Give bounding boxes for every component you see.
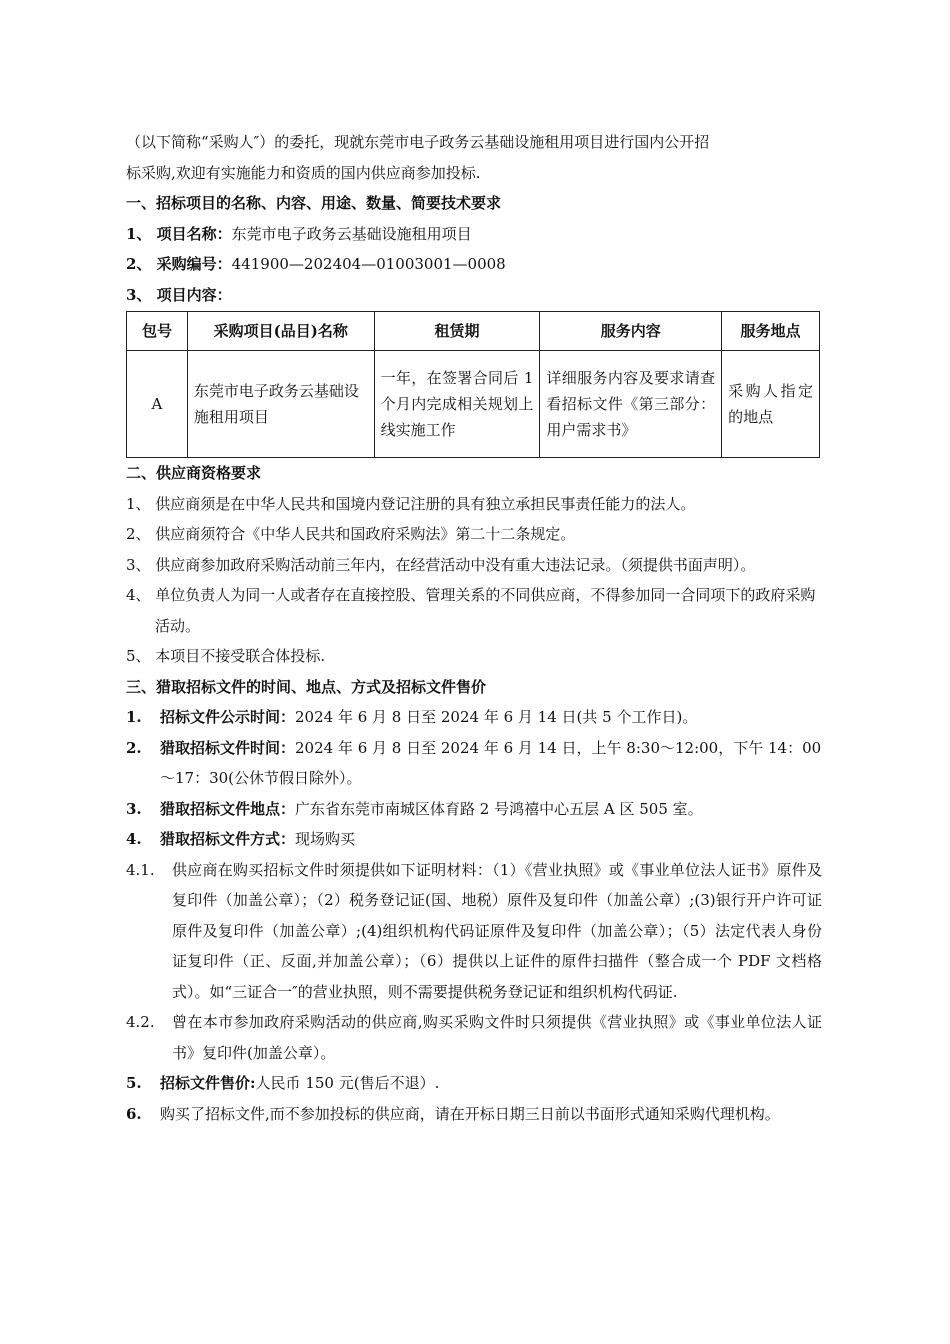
price-item — [126, 1068, 822, 1099]
item-number: 4. — [126, 830, 142, 848]
publicity-time-item — [126, 702, 822, 733]
sub-item-4-2 — [126, 1007, 822, 1068]
item-value: 2024 年 6 月 8 日至 2024 年 6 月 14 日，上午 8:30～12:00，下午 14：00～17：30(公休节假日除外）。 — [160, 738, 822, 787]
section-3-heading: 三、猎取招标文件的时间、地点、方式及招标文件售价 — [126, 677, 487, 696]
item-value: 人民币 150 元(售后不退）. — [255, 1074, 440, 1092]
obtain-time-item — [126, 733, 822, 794]
item-number: 2. — [126, 738, 142, 757]
item-value: 广东省东莞市南城区体育路 2 号鸿禧中心五层 A 区 505 室。 — [295, 799, 703, 818]
table-header: 采购项目(品目)名称 — [187, 312, 374, 351]
project-name-value: 东莞市电子政务云基础设施租用项目 — [231, 224, 472, 243]
item-label: 招标文件公示时间： — [160, 708, 296, 726]
qualification-item: 5、 本项目不接受联合体投标. — [126, 647, 326, 665]
table-cell: A — [127, 351, 188, 458]
table-header: 包号 — [127, 312, 188, 351]
notice-item — [126, 1099, 822, 1130]
document-page — [126, 127, 822, 1129]
project-name-line — [126, 219, 822, 250]
item-label: 猎取招标文件时间： — [160, 738, 296, 757]
section-2-heading: 二、供应商资格要求 — [126, 464, 262, 482]
qualification-item: 2、 供应商须符合《中华人民共和国政府采购法》第二十二条规定。 — [126, 525, 576, 543]
item-text: 供应商在购买招标文件时须提供如下证明材料：（1）《营业执照》或《事业单位法人证书》原件及复印件（加盖公章）；（2）税务登记证(国、地税）原件及复印件（加盖公章）;(3)银行开户许可证原件及复印件（加盖公章）;(4)组织机构代码证原件及复印件（加盖公章）；（5）法定代表人身份证复印件（正、反面,并加盖公章）；（6）提供以上证件的原件扫描件（整合成一个 PDF 文档格式）。如“三证合一″的营业执照，则不需要提供税务登记证和组织机构代码证. — [172, 860, 822, 1001]
table-cell: 采购人指定的地点 — [722, 351, 820, 458]
sub-item-4-1 — [126, 855, 822, 1008]
obtain-method-item — [126, 824, 822, 855]
table-row — [127, 351, 820, 458]
section-1-heading: 一、招标项目的名称、内容、用途、数量、简要技术要求 — [126, 194, 502, 212]
procurement-number-label: 2、 采购编号： — [126, 255, 232, 273]
table-cell: 东莞市电子政务云基础设施租用项目 — [187, 351, 374, 458]
item-value: 购买了招标文件,而不参加投标的供应商，请在开标日期三日前以书面形式通知采购代理机构。 — [160, 1104, 780, 1123]
qualification-item: 3、 供应商参加政府采购活动前三年内，在经营活动中没有重大违法记录。（须提供书面声明）。 — [126, 555, 756, 574]
intro-line-1: （以下简称“采购人″）的委托，现就东莞市电子政务云基础设施租用项目进行国内公开招 — [126, 133, 710, 151]
intro-line-2: 标采购,欢迎有实施能力和资质的国内供应商参加投标. — [126, 163, 481, 182]
project-content-table — [126, 311, 820, 458]
item-label: 猎取招标文件地点： — [160, 799, 296, 818]
item-text: 曾在本市参加政府采购活动的供应商,购买采购文件时只须提供《营业执照》或《事业单位法人证书》复印件(加盖公章）。 — [172, 1013, 822, 1062]
procurement-number-line — [126, 249, 822, 280]
table-header: 服务内容 — [540, 312, 722, 351]
item-number: 1. — [126, 708, 142, 726]
table-cell: 详细服务内容及要求请查看招标文件《第三部分：用户需求书》 — [540, 351, 722, 458]
item-label: 招标文件售价: — [160, 1074, 256, 1092]
qualification-item: 4、 单位负责人为同一人或者存在直接控股、管理关系的不同供应商，不得参加同一合同项下的政府采购活动。 — [126, 586, 816, 635]
table-header-row — [127, 312, 820, 351]
item-number: 4.1. — [126, 860, 155, 879]
table-cell: 一年，在签署合同后 1 个月内完成相关规划上线实施工作 — [374, 351, 540, 458]
item-number: 3. — [126, 799, 142, 818]
table-header: 服务地点 — [722, 312, 820, 351]
item-number: 6. — [126, 1104, 142, 1123]
item-number: 5. — [126, 1074, 142, 1092]
item-number: 4.2. — [126, 1013, 155, 1031]
obtain-place-item — [126, 794, 822, 825]
table-header: 租赁期 — [374, 312, 540, 351]
item-value: 现场购买 — [295, 830, 356, 848]
item-value: 2024 年 6 月 8 日至 2024 年 6 月 14 日(共 5 个工作日)。 — [295, 708, 698, 726]
project-name-label: 1、 项目名称： — [126, 224, 232, 243]
qualification-item: 1、 供应商须是在中华人民共和国境内登记注册的具有独立承担民事责任能力的法人。 — [126, 494, 696, 513]
item-label: 猎取招标文件方式： — [160, 830, 296, 848]
procurement-number-value: 441900—202404—01003001—0008 — [231, 255, 506, 273]
project-content-label: 3、 项目内容： — [126, 285, 232, 304]
